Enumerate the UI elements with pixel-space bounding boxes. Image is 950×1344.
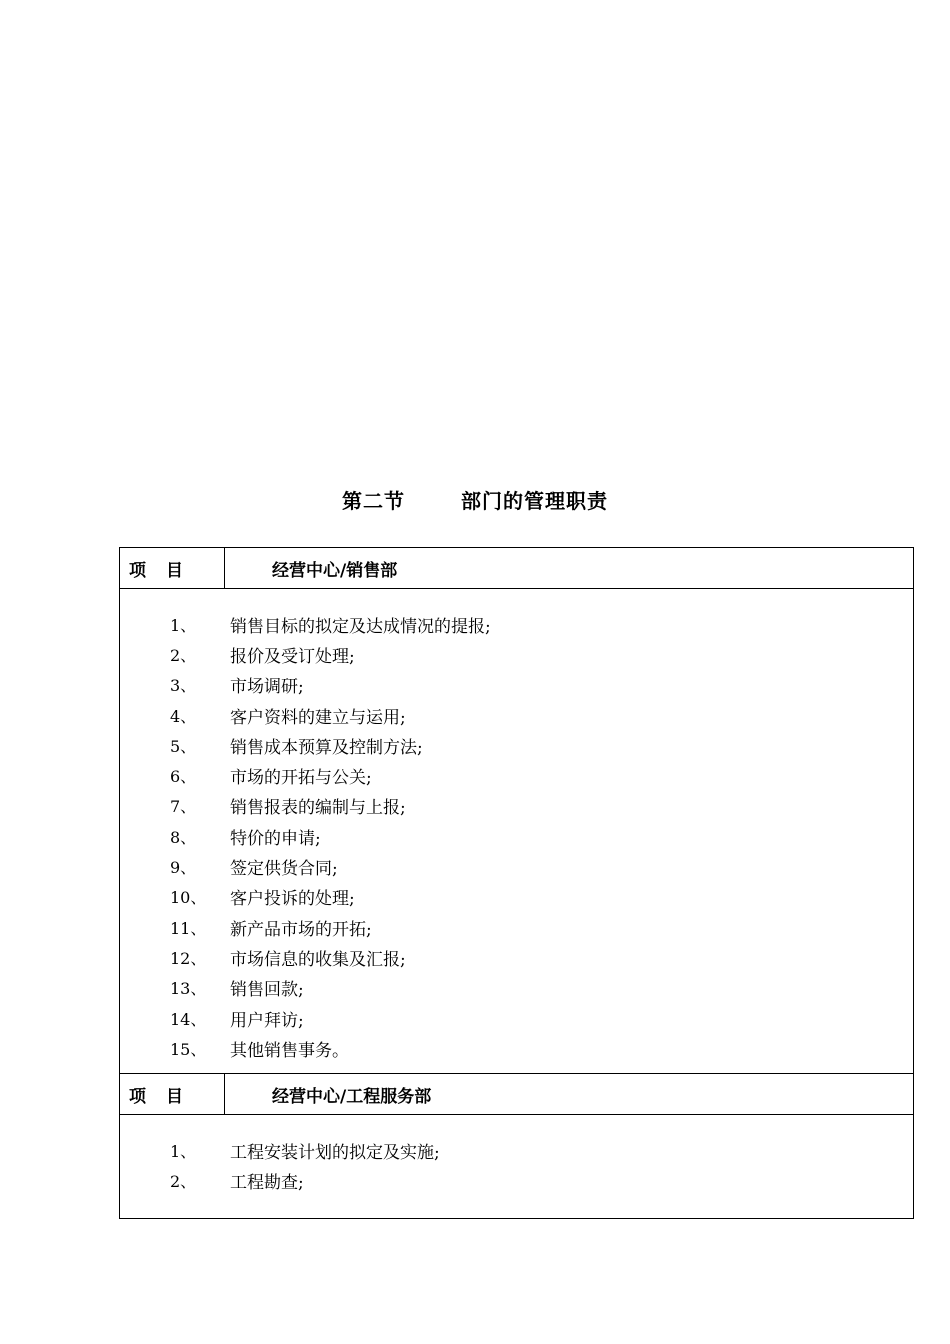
list-item: 6、 市场的开拓与公关;: [170, 767, 372, 789]
list-item: 4、 客户资料的建立与运用;: [170, 706, 406, 728]
item-label-cell: [120, 548, 225, 588]
list-item: 9、 签定供货合同;: [170, 858, 338, 880]
list-item: 11、 新产品市场的开拓;: [170, 918, 372, 940]
table-header-row: [120, 1074, 913, 1115]
duty-list: [120, 1115, 913, 1218]
department-name: 经营中心/工程服务部: [272, 1086, 432, 1107]
list-item: 2、 报价及受订处理;: [170, 645, 355, 667]
item-label-b: 目: [166, 1086, 183, 1107]
item-label-b: 目: [166, 560, 183, 581]
list-item: 13、 销售回款;: [170, 979, 304, 1001]
list-item: 5、 销售成本预算及控制方法;: [170, 736, 423, 758]
responsibility-table: [119, 547, 914, 1219]
list-item: 1、 工程安装计划的拟定及实施;: [170, 1141, 440, 1163]
list-item: 7、 销售报表的编制与上报;: [170, 797, 406, 819]
list-item: 15、 其他销售事务。: [170, 1039, 349, 1061]
list-item: 8、 特价的申请;: [170, 827, 321, 849]
section-number: 第二节: [342, 488, 405, 513]
section-title: 部门的管理职责: [461, 488, 608, 513]
list-item: 12、 市场信息的收集及汇报;: [170, 948, 406, 970]
item-label-cell: [120, 1074, 225, 1114]
list-item: 14、 用户拜访;: [170, 1009, 304, 1031]
item-label-a: 项: [129, 1086, 146, 1107]
list-item: 3、 市场调研;: [170, 676, 304, 698]
table-header-row: [120, 548, 913, 589]
item-label-a: 项: [129, 560, 146, 581]
duty-list: [120, 589, 913, 1074]
list-item: 10、 客户投诉的处理;: [170, 888, 355, 910]
department-name: 经营中心/销售部: [272, 560, 398, 581]
list-item: 1、 销售目标的拟定及达成情况的提报;: [170, 615, 491, 637]
section-heading: [0, 482, 950, 516]
list-item: 2、 工程勘查;: [170, 1171, 304, 1193]
